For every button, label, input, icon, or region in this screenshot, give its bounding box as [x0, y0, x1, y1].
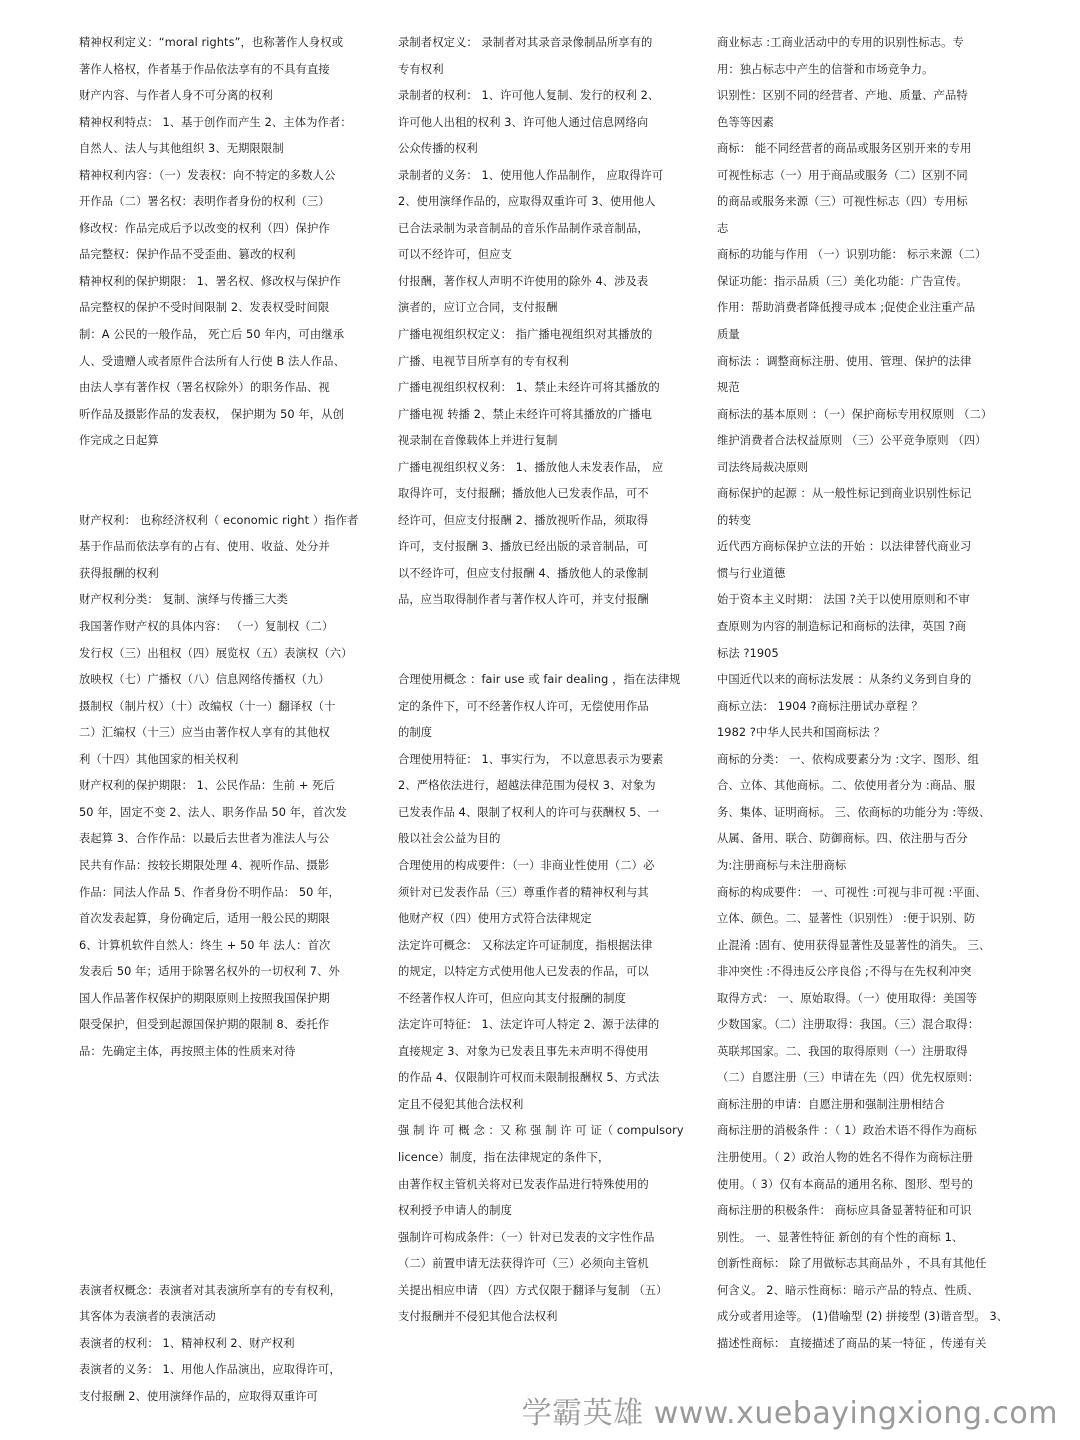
text-line: 精神权利的保护期限： 1、署名权、修改权与保护作 — [79, 274, 341, 288]
text-line: 首次发表起算，身份确定后，适用一般公民的期限 — [79, 912, 330, 926]
text-line: 广播电视组织权权利： 1、禁止未经许可将其播放的 — [398, 381, 660, 395]
text-line — [79, 1225, 369, 1252]
text-line: 注册使用。（ 2）政治人物的姓名不得作为商标注册 — [717, 1150, 974, 1164]
text-line: 近代西方商标保护立法的开始 ：以法律替代商业习 — [717, 540, 972, 554]
text-line: 放映权（七）广播权（八）信息网络传播权（九） — [79, 673, 330, 687]
text-line: 合理使用特征： 1、事实行为， 不以意思表示为要素 — [398, 752, 664, 766]
text-line: 2、使用演绎作品的，应取得双重许可 3、使用他人 — [398, 195, 656, 209]
text-line: 权利授予申请人的制度 — [398, 1204, 512, 1218]
text-line: 广播、电视节目所享有的专有权利 — [398, 354, 569, 368]
text-line: 精神权利特点： 1、基于创作而产生 2、主体为作者： — [79, 115, 352, 129]
text-line — [398, 641, 690, 668]
text-line: 作完成之日起算 — [79, 434, 159, 448]
text-line: 由法人享有著作权（署名权除外）的职务作品、视 — [79, 381, 330, 395]
text-line: 摄制权（制片权）（十）改编权（十一）翻译权（十 — [79, 699, 336, 713]
text-line: 2、严格依法进行，超越法律范围为侵权 3、对象为 — [398, 779, 656, 793]
text-line: 标法 ?1905 — [717, 646, 779, 660]
text-line: 合、立体、其他商标。二、依使用者分为 :商品、服 — [717, 779, 976, 793]
text-line: 用：独占标志中产生的信誉和市场竞争力。 — [717, 62, 934, 76]
text-line: 发行权（三）出租权（四）展览权（五）表演权（六） — [79, 646, 353, 660]
text-line: 财产权利： 也称经济权利（ economic right ）指作者 — [79, 513, 359, 527]
text-line: 惯与行业道德 — [717, 566, 786, 580]
text-line: 财产权利的保护期限： 1、公民作品：生前 + 死后 — [79, 779, 335, 793]
text-line: 别性。 一、显著性特征 新创的有个性的商标 1、 — [717, 1230, 964, 1244]
text-line: 中国近代以来的商标法发展 ：从条约义务到自身的 — [717, 673, 972, 687]
text-line: 的商品或服务来源（三）可视性标志（四）专用标 — [717, 195, 968, 209]
text-line: 以不经许可，但应支付报酬 4、播放他人的录像制 — [398, 566, 649, 580]
text-line — [79, 1172, 369, 1199]
text-line: 商标注册的积极条件： 商标应具备显著特征和可识 — [717, 1204, 972, 1218]
text-line: 描述性商标： 直接描述了商品的某一特征 ，传递有关 — [717, 1336, 987, 1350]
text-line: 商标保护的起源 ：从一般性标记到商业识别性标记 — [717, 487, 972, 501]
text-line: 自然人、法人与其他组织 3、无期限限制 — [79, 142, 284, 156]
text-line: 定且不侵犯其他合法权利 — [398, 1097, 524, 1111]
text-line: 保证功能：指示品质（三）美化功能：广告宣传。 — [717, 274, 968, 288]
text-line: 限受保护，但受到起源国保护期的限制 8、委托作 — [79, 1018, 330, 1032]
text-line: 广播电视组织权义务： 1、播放他人未发表作品， 应 — [398, 460, 664, 474]
text-line: 强制许可构成条件：（一）针对已发表的文字性作品 — [398, 1230, 655, 1244]
text-line: 二）汇编权（十三）应当由著作权人享有的其他权 — [79, 726, 330, 740]
text-line: 非冲突性 :不得违反公序良俗 ;不得与在先权利冲突 — [717, 965, 972, 979]
text-line: 少数国家。（二）注册取得：我国。（三）混合取得： — [717, 1018, 980, 1032]
text-line: 商标法的基本原则 ：（一）保护商标专用权原则 （二） — [717, 407, 993, 421]
text-line: 商业标志 :工商业活动中的专用的识别性标志。专 — [717, 36, 964, 49]
text-line: 查原则为内容的制造标记和商标的法律，英国 ?商 — [717, 620, 967, 634]
text-line: 著作人格权，作者基于作品依法享有的不具有直接 — [79, 62, 330, 76]
text-line: 合理使用的构成要件：（一）非商业性使用（二）必 — [398, 858, 655, 872]
text-line — [79, 1092, 369, 1119]
text-line: 取得许可，支付报酬；播放他人已发表作品，可不 — [398, 487, 649, 501]
text-line: 品完整权：保护作品不受歪曲、篡改的权利 — [79, 248, 296, 262]
text-line: 财产内容、与作者人身不可分离的权利 — [79, 89, 273, 103]
text-line: 质量 — [717, 328, 740, 342]
text-line: 创新性商标： 除了用做标志其商品外 ，不具有其他任 — [717, 1257, 987, 1271]
text-column-right — [717, 30, 1009, 1357]
text-line: 不经著作权人许可，但应向其支付报酬的制度 — [398, 991, 626, 1005]
text-line: 付报酬，著作权人声明不许使用的除外 4、涉及表 — [398, 274, 649, 288]
text-line: （二）自愿注册（三）申请在先（四）优先权原则： — [717, 1071, 980, 1085]
text-line: 商标： 能不同经营者的商品或服务区别开来的专用 — [717, 142, 972, 156]
text-line: 精神权利定义：“moral rights”，也称著作人身权或 — [79, 36, 344, 49]
text-line: 务、集体、证明商标。 三、依商标的功能分为 :等级、 — [717, 805, 991, 819]
text-line: 司法终局裁决原则 — [717, 460, 809, 474]
text-line: 表起算 3、合作作品：以最后去世者为准法人与公 — [79, 832, 330, 846]
text-line: 的规定，以特定方式使用他人已发表的作品，可以 — [398, 965, 649, 979]
text-line: 立体、颜色。二、显著性（识别性） :便于识别、防 — [717, 912, 976, 926]
text-line: 国人作品著作权保护的期限原则上按照我国保护期 — [79, 991, 330, 1005]
text-line: 由著作权主管机关将对已发表作品进行特殊使用的 — [398, 1177, 649, 1191]
text-line: 何含义。 2、暗示性商标：暗示产品的特点、性质、 — [717, 1283, 979, 1297]
text-column-middle — [398, 30, 690, 1331]
text-line: 维护消费者合法权益原则 （三）公平竞争原则 （四） — [717, 434, 987, 448]
text-line: 的作品 4、仅限制许可权而未限制报酬权 5、方式法 — [398, 1071, 660, 1085]
text-line: 品完整权的保护不受时间限制 2、发表权受时间限 — [79, 301, 330, 315]
text-line: 商标立法： 1904 ?商标注册试办章程 ？ — [717, 699, 923, 713]
text-line: 般以社会公益为目的 — [398, 832, 501, 846]
text-line: 视录制在音像载体上并进行复制 — [398, 434, 558, 448]
text-line: 使用。（ 3）仅有本商品的通用名称、图形、型号的 — [717, 1177, 974, 1191]
text-line: 财产权利分类： 复制、演绎与传播三大类 — [79, 593, 288, 607]
text-line: 人、受遗赠人或者原件合法所有人行使 B 法人作品、 — [79, 354, 345, 368]
text-line: 始于资本主义时期： 法国 ?关于以使用原则和不审 — [717, 593, 970, 607]
text-line: 法定许可特征： 1、法定许可人特定 2、源于法律的 — [398, 1018, 660, 1032]
text-line: 录制者的权利： 1、许可他人复制、发行的权利 2、 — [398, 89, 660, 103]
text-line: 表演者的义务： 1、用他人作品演出，应取得许可， — [79, 1363, 341, 1377]
text-line: 演者的，应订立合同，支付报酬 — [398, 301, 558, 315]
text-line: 他财产权（四）使用方式符合法律规定 — [398, 912, 592, 926]
text-line: 须针对已发表作品（三）尊重作者的精神权利与其 — [398, 885, 649, 899]
text-line: 识别性：区别不同的经营者、产地、质量、产品特 — [717, 89, 968, 103]
text-line: 支付报酬并不侵犯其他合法权利 — [398, 1310, 558, 1324]
text-line: 直接规定 3、对象为已发表且事先未声明不得使用 — [398, 1044, 649, 1058]
text-line: 其客体为表演者的表演活动 — [79, 1310, 216, 1324]
text-line: 许可，支付报酬 3、播放已经出版的录音制品，可 — [398, 540, 649, 554]
text-line: 的制度 — [398, 726, 433, 740]
text-line: 为:注册商标与未注册商标 — [717, 858, 847, 872]
text-line — [79, 1145, 369, 1172]
text-line: 经许可，但应支付报酬 2、播放视听作品，须取得 — [398, 513, 649, 527]
text-line: 公众传播的权利 — [398, 142, 478, 156]
text-line: 作品：同法人作品 5、作者身份不明作品： 50 年， — [79, 885, 340, 899]
text-line: 开作品（二）署名权：表明作者身份的权利（三） — [79, 195, 330, 209]
text-line: 50 年，固定不变 2、法人、职务作品 50 年，首次发 — [79, 805, 347, 819]
text-line: 商标注册的申请：自愿注册和强制注册相结合 — [717, 1097, 945, 1111]
text-line: 止混淆 :固有、使用获得显著性及显著性的消失。 三、 — [717, 938, 991, 952]
text-line: 可以不经许可，但应支 — [398, 248, 512, 262]
text-line — [79, 1118, 369, 1145]
text-line: 录制者权定义： 录制者对其录音录像制品所享有的 — [398, 36, 653, 49]
text-line: 广播电视组织权定义： 指广播电视组织对其播放的 — [398, 328, 653, 342]
text-line — [398, 614, 690, 641]
text-line: 英联邦国家。二、我国的取得原则（一）注册取得 — [717, 1044, 968, 1058]
text-line: 许可他人出租的权利 3、许可他人通过信息网络向 — [398, 115, 649, 129]
text-line: 成分或者用途等。 (1)借喻型 (2) 拼接型 (3)谐音型。 3、 — [717, 1310, 1009, 1324]
text-line: 商标法 ：调整商标注册、使用、管理、保护的法律 — [717, 354, 972, 368]
text-line — [79, 481, 369, 508]
text-line: 的转变 — [717, 513, 752, 527]
text-line: 商标的分类： 一、依构成要素分为 :文字、图形、组 — [717, 752, 980, 766]
text-line — [79, 1065, 369, 1092]
text-line: 已发表作品 4、限制了权利人的许可与获酬权 5、一 — [398, 805, 660, 819]
text-line: 录制者的义务： 1、使用他人作品制作， 应取得许可 — [398, 168, 664, 182]
text-line: 表演者的权利： 1、精神权利 2、财产权利 — [79, 1336, 295, 1350]
site-watermark: 学霸英雄 www.xuebayingxiong.com — [521, 1396, 1058, 1431]
text-line: 可视性标志（一）用于商品或服务（二）区别不同 — [717, 168, 968, 182]
text-line: licence）制度，指在法律规定的条件下， — [398, 1150, 610, 1164]
text-line — [79, 1198, 369, 1225]
text-line: 听作品及摄影作品的发表权， 保护期为 50 年，从创 — [79, 407, 344, 421]
text-line: 品：先确定主体，再按照主体的性质来对待 — [79, 1044, 296, 1058]
text-line: 合理使用概念 ：fair use 或 fair dealing ，指在法律规 — [398, 673, 681, 687]
text-line: 精神权利内容：（一）发表权：向不特定的多数人公 — [79, 168, 336, 182]
text-line: 专有权利 — [398, 62, 444, 76]
text-line: 色等等因素 — [717, 115, 774, 129]
text-line: 定的条件下，可不经著作权人许可，无偿使用作品 — [398, 699, 649, 713]
text-line: 表演者权概念：表演者对其表演所享有的专有权利， — [79, 1283, 342, 1297]
text-line: 1982 ?中华人民共和国商标法 ？ — [717, 726, 885, 740]
text-line: 6、计算机软件自然人：终生 + 50 年 法人：首次 — [79, 938, 331, 952]
text-line: 关提出相应申请 （四）方式仅限于翻译与复制 （五） — [398, 1283, 668, 1297]
text-line: 广播电视 转播 2、禁止未经许可将其播放的广播电 — [398, 407, 653, 421]
text-line: 法定许可概念： 又称法定许可证制度，指根据法律 — [398, 938, 653, 952]
text-line: 支付报酬 2、使用演绎作品的，应取得双重许可 — [79, 1389, 318, 1403]
text-column-left — [79, 30, 369, 1410]
text-line: 作用：帮助消费者降低搜寻成本 ;促使企业注重产品 — [717, 301, 976, 315]
text-line: 商标注册的消极条件 ：（ 1）政治术语不得作为商标 — [717, 1124, 977, 1138]
text-line: 获得报酬的权利 — [79, 566, 159, 580]
text-line: 商标的构成要件： 一、可视性 :可视与非可视 :平面、 — [717, 885, 987, 899]
text-line: 修改权：作品完成后予以改变的权利（四）保护作 — [79, 221, 330, 235]
text-line — [79, 1251, 369, 1278]
text-line: 从属、备用、联合、防御商标。四、依注册与否分 — [717, 832, 968, 846]
text-line: 品，应当取得制作者与著作权人许可，并支付报酬 — [398, 593, 649, 607]
text-line: 志 — [717, 221, 729, 235]
text-line: 规范 — [717, 381, 740, 395]
text-line: 我国著作财产权的具体内容： （一）复制权（二） — [79, 620, 334, 634]
text-line: 制：A 公民的一般作品， 死亡后 50 年内，可由继承 — [79, 328, 345, 342]
text-line: 已合法录制为录音制品的音乐作品制作录音制品， — [398, 221, 649, 235]
text-line: 民共有作品：按较长期限处理 4、视听作品、摄影 — [79, 858, 330, 872]
text-line — [79, 455, 369, 482]
text-line: 利（十四）其他国家的相关权利 — [79, 752, 239, 766]
text-line: 商标的功能与作用 （一）识别功能： 标示来源（二） — [717, 248, 987, 262]
text-line: 基于作品而依法享有的占有、使用、收益、处分并 — [79, 540, 330, 554]
text-line: 发表后 50 年；适用于除署名权外的一切权利 7、外 — [79, 965, 340, 979]
text-line: 取得方式： 一、原始取得。（一）使用取得：美国等 — [717, 991, 978, 1005]
text-line: 强 制 许 可 概 念 ：又 称 强 制 许 可 证（ compulsory — [398, 1124, 684, 1138]
text-line: （二）前置申请无法获得许可（三）必须向主管机 — [398, 1257, 649, 1271]
